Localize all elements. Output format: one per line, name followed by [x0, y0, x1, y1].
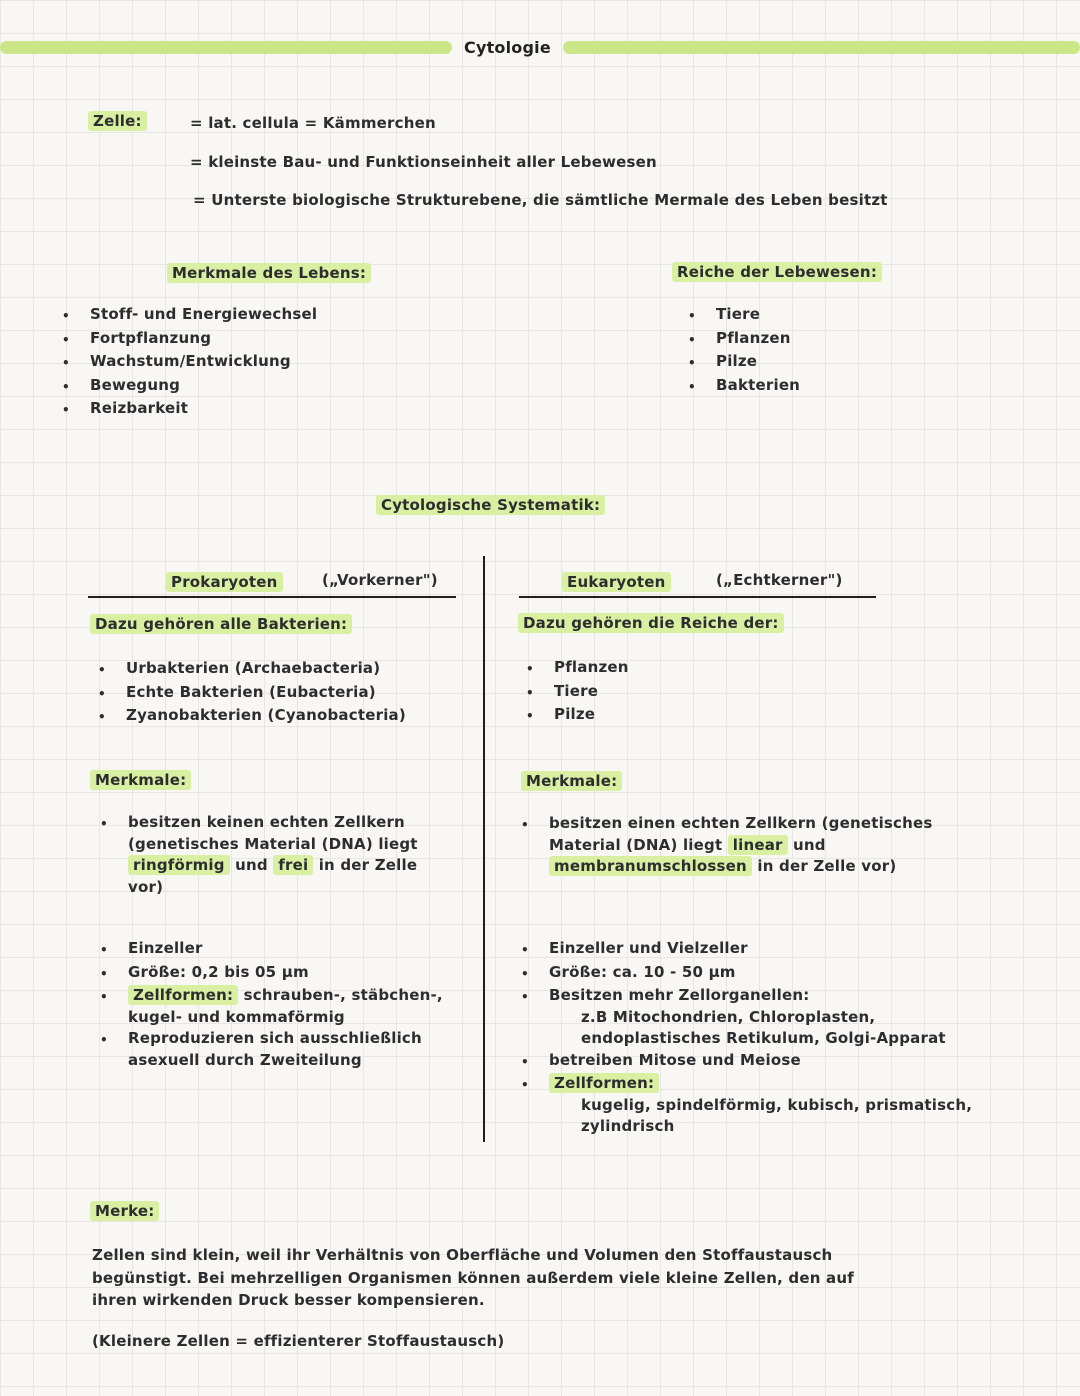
bullet: •: [62, 332, 70, 347]
list-item: • Echte Bakterien (Eubacteria): [98, 682, 458, 706]
title-bar-right-rule: [563, 41, 1080, 54]
table-vertical-divider: [483, 556, 485, 1142]
prokaryoten-gehoeren-heading: Dazu gehören alle Bakterien:: [90, 615, 352, 633]
list-item: • Pilze: [526, 704, 826, 728]
title-bar: [0, 38, 1080, 57]
list-item: • Einzeller und Vielzeller: [521, 938, 1021, 962]
bullet: •: [98, 663, 106, 677]
reiche-list: [688, 304, 928, 398]
organellen-subline-2: endoplastisches Retikulum, Golgi-Apparat: [581, 1029, 946, 1047]
list-item-text: Besitzen mehr Zellorganellen: z.B Mitochondrien, Chloroplasten, endoplastisches Retikulum, Golgi-Apparat: [549, 985, 1021, 1050]
list-item: • Reizbarkeit: [62, 398, 382, 422]
bullet: •: [62, 356, 70, 370]
prokaryoten-feature-list: [100, 938, 465, 1071]
list-item: • Reproduzieren sich ausschließlich asexuell durch Zweiteilung: [100, 1028, 465, 1071]
reiche-heading: Reiche der Lebewesen:: [672, 263, 882, 281]
bullet: •: [521, 966, 529, 981]
list-item: [521, 813, 983, 878]
list-item: [100, 985, 465, 1028]
list-item: • Tiere: [526, 681, 826, 705]
zelle-term: [88, 112, 147, 130]
bullet: •: [688, 379, 696, 394]
zelle-definition-3: = Unterste biologische Strukturebene, die sämtliche Mermale des Leben besitzt: [193, 191, 888, 209]
merke-heading: Merke:: [90, 1202, 159, 1220]
prokaryoten-header-underline: [88, 596, 456, 598]
organellen-subline-1: z.B Mitochondrien, Chloroplasten,: [581, 1007, 876, 1026]
prokaryoten-gehoeren-list: [98, 658, 458, 729]
eukaryoten-title: Eukaryoten: [562, 573, 671, 591]
bullet: •: [100, 817, 108, 831]
bullet: •: [100, 943, 108, 957]
eukaryoten-gehoeren-heading: Dazu gehören die Reiche der:: [518, 614, 784, 632]
list-item: • Einzeller: [100, 938, 465, 962]
zelle-definition-1: = lat. cellula = Kämmerchen: [190, 114, 436, 132]
list-item: • Bewegung: [62, 375, 382, 399]
prokaryoten-kern-item: [100, 812, 445, 898]
zelle-definition-2: = kleinste Bau- und Funktionseinheit aller Lebewesen: [190, 153, 657, 171]
list-item-text: Zellformen: schrauben-, stäbchen-, kugel- und kommaförmig: [128, 986, 443, 1026]
bullet: •: [688, 356, 696, 370]
bullet: •: [98, 686, 106, 701]
systematik-heading: Cytologische Systematik:: [376, 496, 605, 514]
list-item-text: besitzen keinen echten Zellkern (genetisches Material (DNA) liegt ringförmig und frei in der Zelle vor): [128, 813, 418, 896]
list-item: [521, 1073, 1021, 1138]
list-item: [521, 985, 1021, 1050]
list-item: • Urbakterien (Archaebacteria): [98, 658, 458, 682]
bullet: •: [526, 709, 534, 723]
list-item: • Pflanzen: [688, 328, 928, 352]
eukaryoten-kern-item: [521, 813, 983, 878]
merke-paragraph: Zellen sind klein, weil ihr Verhältnis von Oberfläche und Volumen den Stoffaustausch begünstigt. Bei mehrzelligen Organismen können außerdem viele kleine Zellen, den auf ihren wirkenden Druck besser kompensieren.: [92, 1246, 854, 1309]
list-item: • Pilze: [688, 351, 928, 375]
list-item: • Wachstum/Entwicklung: [62, 351, 382, 375]
list-item: • Fortpflanzung: [62, 328, 382, 352]
eukaryoten-feature-list: [521, 938, 1021, 1138]
bullet: •: [98, 710, 106, 724]
bullet: •: [100, 966, 108, 981]
prokaryoten-merkmale-heading: Merkmale:: [90, 771, 191, 789]
bullet: •: [521, 818, 529, 832]
bullet: •: [100, 1033, 108, 1047]
list-item: • Pflanzen: [526, 657, 826, 681]
bullet: •: [521, 990, 529, 1004]
bullet: •: [521, 1054, 529, 1069]
merkmale-lebens-heading: Merkmale des Lebens:: [167, 264, 371, 282]
zellformen-subline: kugelig, spindelförmig, kubisch, prismatisch, zylindrisch: [581, 1095, 973, 1135]
list-item: • Bakterien: [688, 375, 928, 399]
eukaryoten-header-underline: [519, 596, 876, 598]
list-item: • Größe: ca. 10 - 50 μm: [521, 962, 1021, 986]
list-item-text: Zellformen: kugelig, spindelförmig, kubisch, prismatisch, zylindrisch: [549, 1073, 1021, 1138]
bullet: •: [100, 990, 108, 1004]
list-item: [100, 812, 445, 898]
title-bar-left-rule: [0, 41, 452, 54]
bullet: •: [62, 379, 70, 394]
list-item: • betreiben Mitose und Meiose: [521, 1050, 1021, 1074]
bullet: •: [521, 943, 529, 957]
eukaryoten-merkmale-heading: Merkmale:: [521, 772, 622, 790]
prokaryoten-subtitle: („Vorkerner"): [322, 571, 438, 589]
bullet: •: [62, 403, 70, 417]
list-item-text: besitzen einen echten Zellkern (genetisches Material (DNA) liegt linear und membranumschlossen in der Zelle vor): [549, 814, 933, 875]
bullet: •: [688, 309, 696, 323]
eukaryoten-subtitle: („Echtkerner"): [716, 571, 843, 589]
list-item: • Zyanobakterien (Cyanobacteria): [98, 705, 458, 729]
page-title: Cytologie: [464, 38, 551, 57]
zelle-term-label: Zelle:: [88, 111, 147, 131]
list-item: • Größe: 0,2 bis 05 μm: [100, 962, 465, 986]
bullet: •: [521, 1078, 529, 1092]
list-item: • Stoff- und Energiewechsel: [62, 304, 382, 328]
bullet: •: [526, 662, 534, 676]
bullet: •: [526, 685, 534, 700]
bullet: •: [688, 332, 696, 347]
bullet: •: [62, 309, 70, 323]
merkmale-lebens-list: [62, 304, 382, 422]
list-item: • Tiere: [688, 304, 928, 328]
merke-note: (Kleinere Zellen = effizienterer Stoffaustausch): [92, 1332, 505, 1350]
eukaryoten-gehoeren-list: [526, 657, 826, 728]
prokaryoten-title: Prokaryoten: [166, 573, 283, 591]
